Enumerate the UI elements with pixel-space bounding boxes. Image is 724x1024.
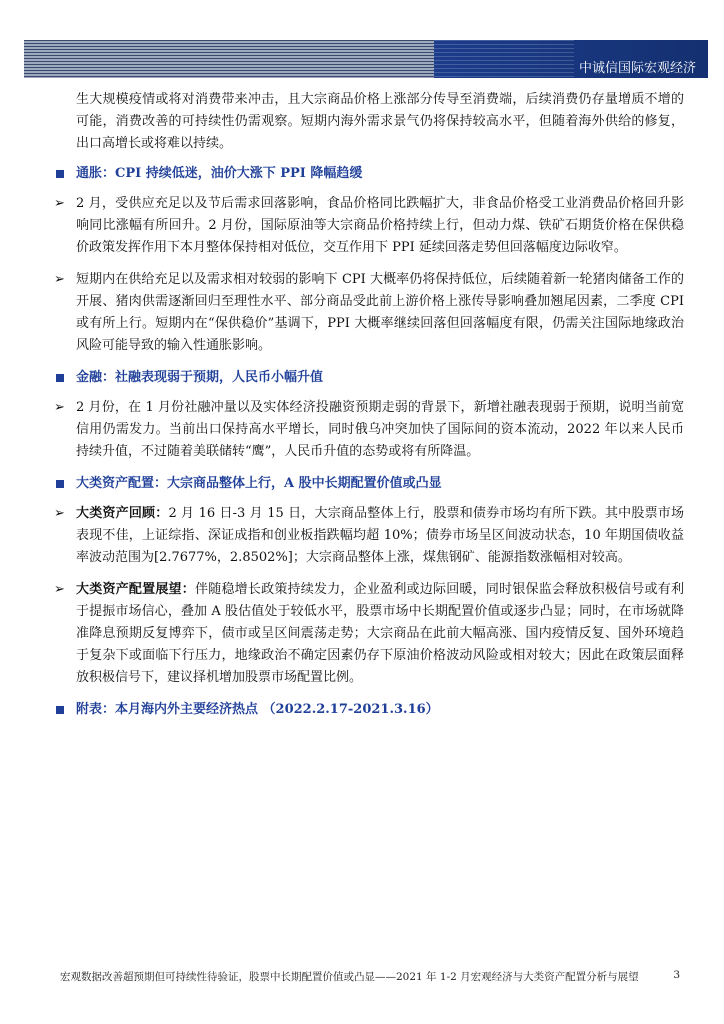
header-title: 中诚信国际宏观经济 [578, 61, 696, 76]
page-footer [60, 969, 680, 984]
bullet-paragraph [54, 397, 684, 463]
bullet-paragraph [54, 193, 684, 259]
paragraph-text: 2 月份，在 1 月份社融冲量以及实体经济投融资预期走弱的背景下，新增社融表现弱于预期，说明当前宽信用仍需发力。当前出口保持高水平增长，同时俄乌冲突加快了国际间的资本流动，2022 年以来人民币持续升值，不过随着美联储转“鹰”，人民币升值的态势或将有所降温。 [76, 400, 684, 459]
paragraph-text: 2 月，受供应充足以及节后需求回落影响，食品价格同比跌幅扩大，非食品价格受工业消费品价格回升影响同比涨幅有所回升。2 月份，国际原油等大宗商品价格持续上行，但动力煤、铁矿石期货价格在保供稳价政策发挥作用下本月整体保持相对低位，交互作用下 PPI 延续回落走势但回落幅度边际收窄。 [76, 196, 684, 255]
section-heading-inflation [54, 163, 684, 185]
section-heading-text: 通胀：CPI 持续低迷，油价大涨下 PPI 降幅趋缓 [76, 166, 363, 181]
square-bullet-icon [56, 374, 64, 382]
arrow-bullet-icon: ➢ [54, 400, 65, 415]
page-number: 3 [673, 969, 680, 981]
bullet-paragraph [54, 579, 684, 689]
header-bar-texture [434, 40, 574, 78]
section-heading-asset-allocation [54, 473, 684, 495]
footer-text: 宏观数据改善超预期但可持续性待验证，股票中长期配置价值或凸显——2021 年 1-2 月宏观经济与大类资产配置分析与展望 [60, 971, 639, 983]
section-heading-appendix [54, 699, 684, 721]
paragraph-text: 伴随稳增长政策持续发力，企业盈利或边际回暖，同时银保监会释放积极信号或有利于提振市场信心，叠加 A 股估值处于较低水平，股票市场中长期配置价值或逐步凸显；同时，在市场就降准降息预期反复博弈下，债市或呈区间震荡走势；大宗商品在此前大幅高涨、国内疫情反复、国外环境趋于复杂下或面临下行压力，地缘政治不确定因素仍存下原油价格波动风险或相对较大；因此在政策层面释放积极信号下，建议择机增加股票市场配置比例。 [76, 582, 684, 685]
arrow-bullet-icon: ➢ [54, 196, 65, 211]
arrow-bullet-icon: ➢ [54, 582, 65, 597]
square-bullet-icon [56, 480, 64, 488]
arrow-bullet-icon: ➢ [54, 506, 65, 521]
intro-paragraph: 生大规模疫情或将对消费带来冲击，且大宗商品价格上涨部分传导至消费端，后续消费仍存量增质不增的可能，消费改善的可持续性仍需观察。短期内海外需求景气仍将保持较高水平，但随着海外供给的修复，出口高增长或将难以持续。 [76, 92, 684, 151]
square-bullet-icon [56, 706, 64, 714]
paragraph-lead: 大类资产配置展望： [76, 582, 195, 597]
bullet-paragraph [54, 503, 684, 569]
arrow-bullet-icon: ➢ [54, 272, 65, 287]
header-stripe-pattern [24, 40, 434, 78]
paragraph-text: 2 月 16 日-3 月 15 日，大宗商品整体上行，股票和债券市场均有所下跌。其中股票市场表现不佳，上证综指、深证成指和创业板指跌幅均超 10%；债券市场呈区间波动状态，10 年期国债收益率波动范围为[2.7677%，2.8502%]；大宗商品整体上涨，煤焦钢矿、能源指数涨幅相对较高。 [76, 506, 684, 565]
paragraph-text: 短期内在供给充足以及需求相对较弱的影响下 CPI 大概率仍将保持低位，后续随着新一轮猪肉储备工作的开展、猪肉供需逐渐回归至理性水平、部分商品受此前上游价格上涨传导影响叠加翘尾因素，二季度 CPI 或有所上行。短期内在“保供稳价”基调下，PPI 大概率继续回落但回落幅度有限，仍需关注国际地缘政治风险可能导致的输入性通胀影响。 [76, 272, 684, 353]
page-header [24, 40, 708, 78]
section-heading-finance [54, 367, 684, 389]
paragraph-lead: 大类资产回顾： [76, 506, 169, 521]
section-heading-text: 金融：社融表现弱于预期，人民币小幅升值 [76, 370, 324, 385]
section-heading-text: 附表：本月海内外主要经济热点 （2022.2.17-2021.3.16） [76, 702, 439, 717]
main-content [54, 89, 684, 729]
bullet-paragraph [54, 269, 684, 357]
header-title-bar [434, 40, 708, 78]
section-heading-text: 大类资产配置：大宗商品整体上行，A 股中长期配置价值或凸显 [76, 476, 442, 491]
square-bullet-icon [56, 170, 64, 178]
